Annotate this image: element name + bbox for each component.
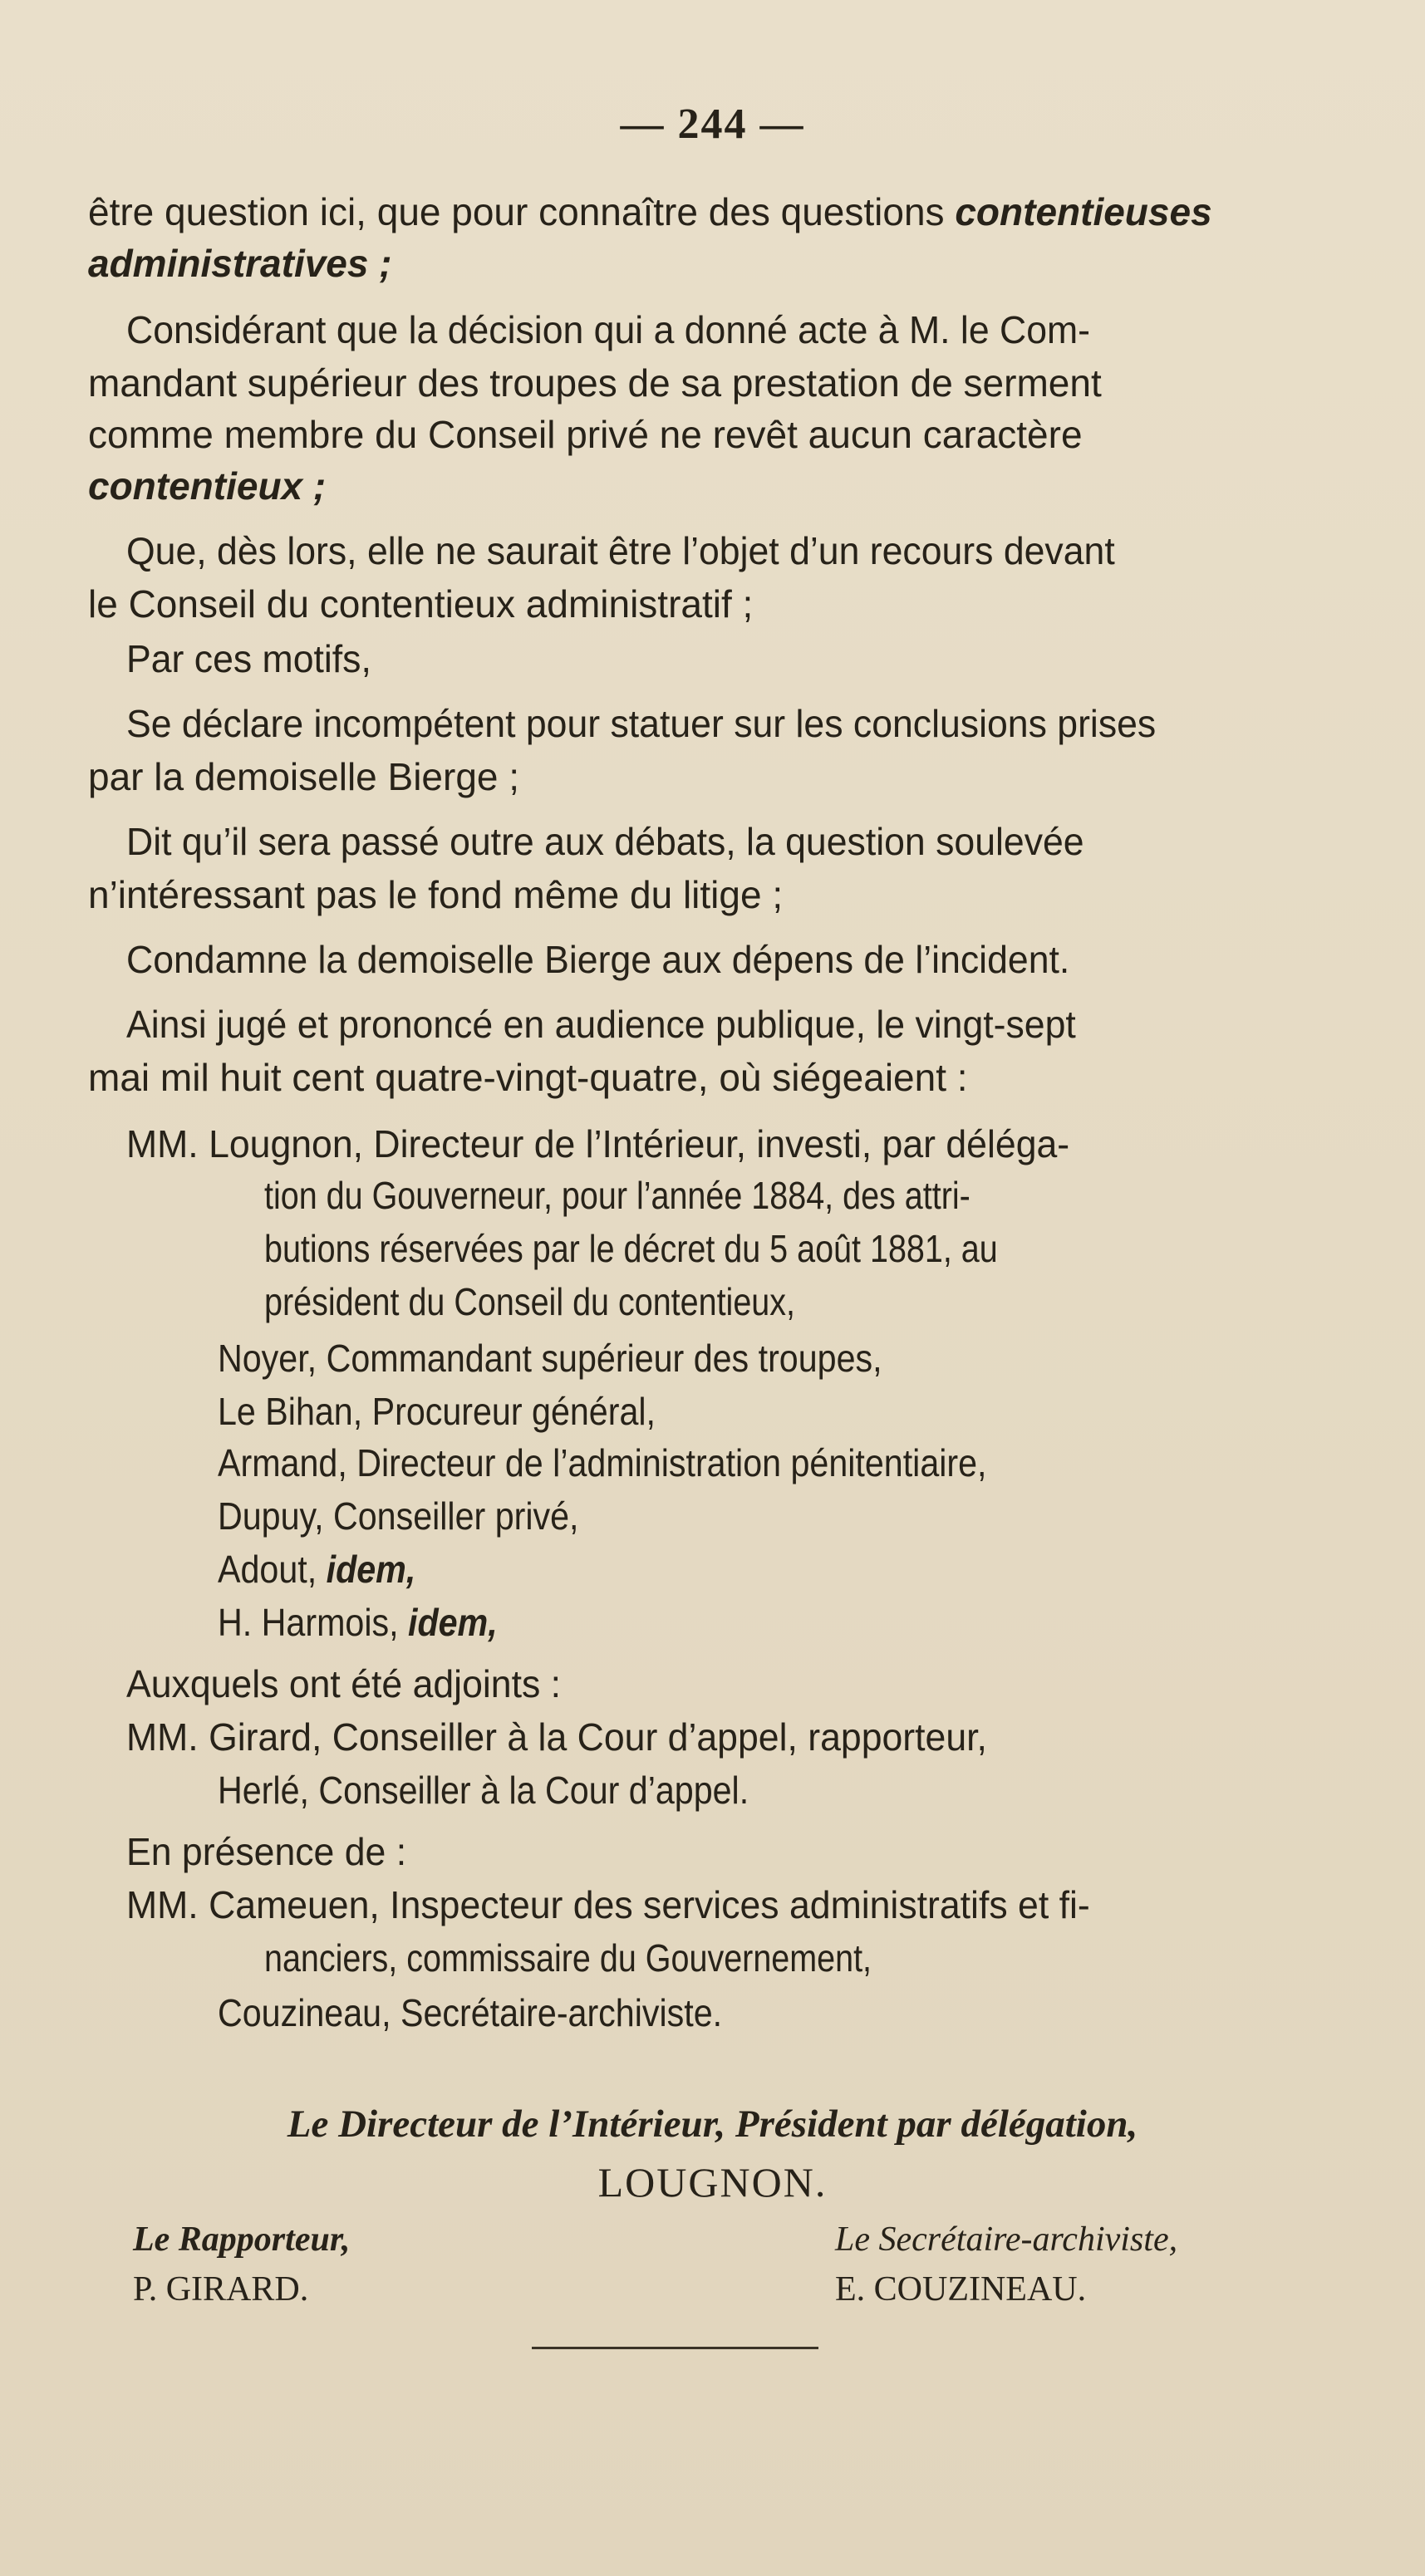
line-text: comme membre du Conseil privé ne revêt aucun caractère xyxy=(88,413,1083,456)
text-line xyxy=(126,935,1334,984)
line-text: Couzineau, Secrétaire-archiviste. xyxy=(218,1991,723,2034)
line-text: Que, dès lors, elle ne saurait être l’objet d’un recours devant xyxy=(126,529,1115,572)
line-text: Auxquels ont été adjoints : xyxy=(126,1662,562,1705)
text-line xyxy=(218,1386,1334,1436)
line-text: tion du Gouverneur, pour l’année 1884, des attri- xyxy=(264,1174,970,1217)
line-text: président du Conseil du contentieux, xyxy=(264,1280,795,1323)
text-line xyxy=(218,1597,1334,1647)
text-line xyxy=(88,187,1334,237)
line-text: Ainsi jugé et prononcé en audience publique, le vingt-sept xyxy=(126,1003,1076,1046)
line-text: n’intéressant pas le fond même du litige ; xyxy=(88,873,784,916)
text-line xyxy=(126,305,1334,355)
line-italic-text: administratives ; xyxy=(88,242,392,285)
line-italic-text: idem, xyxy=(408,1601,498,1644)
text-line xyxy=(126,1880,1334,1930)
line-text: Considérant que la décision qui a donné acte à M. le Com- xyxy=(126,308,1091,351)
text-line xyxy=(126,817,1334,866)
line-text: Par ces motifs, xyxy=(126,637,371,680)
text-line xyxy=(264,1933,1334,1983)
text-line xyxy=(88,358,1334,408)
line-text: butions réservées par le décret du 5 août 1881, au xyxy=(264,1227,998,1270)
text-line xyxy=(218,1765,1334,1815)
text-line xyxy=(88,870,1334,920)
text-line xyxy=(218,1544,1334,1594)
text-line xyxy=(218,1333,1334,1383)
secretaire-title: Le Secrétaire-archiviste, xyxy=(835,2220,1178,2259)
text-line xyxy=(88,410,1334,459)
text-line xyxy=(218,1491,1334,1541)
line-text: Herlé, Conseiller à la Cour d’appel. xyxy=(218,1769,749,1812)
rapporteur-title: Le Rapporteur, xyxy=(133,2220,351,2259)
line-text: par la demoiselle Bierge ; xyxy=(88,755,520,798)
text-line xyxy=(264,1170,1334,1220)
line-italic-text: idem, xyxy=(326,1548,416,1591)
line-text: Dit qu’il sera passé outre aux débats, la question soulevée xyxy=(126,820,1084,863)
text-line xyxy=(218,1438,1334,1488)
text-line xyxy=(88,752,1334,802)
line-text: MM. Girard, Conseiller à la Cour d’appel, rapporteur, xyxy=(126,1715,987,1759)
text-line xyxy=(126,634,1334,684)
closing-rule xyxy=(532,2347,818,2349)
text-line xyxy=(126,1659,1334,1709)
line-italic-text: contentieuses xyxy=(955,190,1212,233)
line-text: mai mil huit cent quatre-vingt-quatre, où siégeaient : xyxy=(88,1056,968,1099)
line-text: être question ici, que pour connaître des questions xyxy=(88,190,956,233)
line-text: MM. Lougnon, Directeur de l’Intérieur, investi, par déléga- xyxy=(126,1122,1070,1165)
line-text: En présence de : xyxy=(126,1830,407,1873)
text-line xyxy=(88,579,1334,629)
text-line xyxy=(126,1712,1334,1762)
president-title: Le Directeur de l’Intérieur, Président par délégation, xyxy=(287,2103,1138,2146)
president-name: LOUGNON. xyxy=(597,2159,828,2206)
line-text: nanciers, commissaire du Gouvernement, xyxy=(264,1936,872,1980)
text-line xyxy=(264,1224,1334,1273)
line-text: mandant supérieur des troupes de sa prestation de serment xyxy=(88,361,1102,405)
line-text: Se déclare incompétent pour statuer sur les conclusions prises xyxy=(126,702,1157,745)
text-line xyxy=(218,1988,1334,2038)
text-line xyxy=(88,1052,1334,1102)
text-line xyxy=(126,1119,1334,1169)
text-line xyxy=(126,999,1334,1049)
secretaire-name: E. COUZINEAU. xyxy=(835,2270,1087,2309)
page-number: — 244 — xyxy=(620,101,805,148)
text-line xyxy=(126,1827,1334,1877)
rapporteur-name: P. GIRARD. xyxy=(133,2270,309,2309)
text-line xyxy=(88,238,1334,288)
text-line xyxy=(126,699,1334,748)
text-line xyxy=(264,1277,1334,1327)
text-line xyxy=(88,461,1334,511)
line-text: Armand, Directeur de l’administration pénitentiaire, xyxy=(218,1441,987,1484)
line-text: Dupuy, Conseiller privé, xyxy=(218,1494,579,1538)
line-text: Adout, xyxy=(218,1548,327,1591)
line-italic-text: contentieux ; xyxy=(88,464,327,508)
line-text: Le Bihan, Procureur général, xyxy=(218,1390,656,1433)
line-text: Noyer, Commandant supérieur des troupes, xyxy=(218,1337,882,1380)
line-text: MM. Cameuen, Inspecteur des services administratifs et fi- xyxy=(126,1883,1090,1926)
text-line xyxy=(126,526,1334,576)
line-text: H. Harmois, xyxy=(218,1601,409,1644)
line-text: le Conseil du contentieux administratif ; xyxy=(88,582,754,626)
line-text: Condamne la demoiselle Bierge aux dépens de l’incident. xyxy=(126,938,1070,981)
